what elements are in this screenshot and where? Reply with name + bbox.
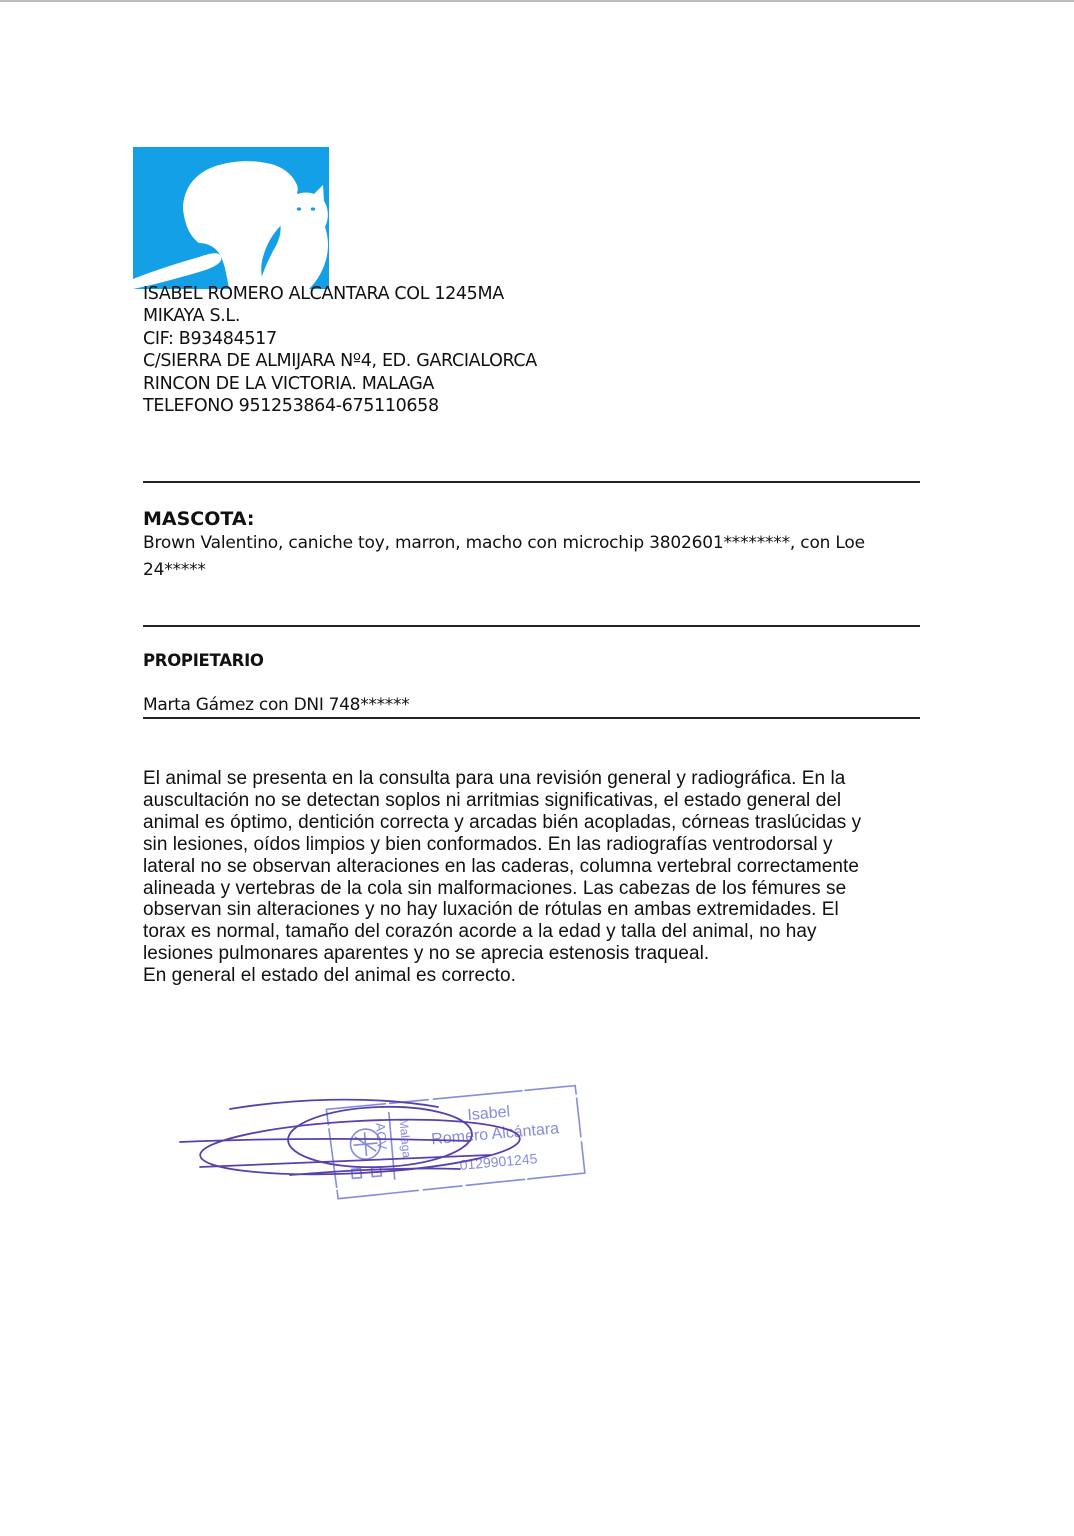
pet-heading: MASCOTA:: [143, 508, 255, 530]
owner-heading: PROPIETARIO: [143, 651, 264, 670]
stamp-name-line2: Romero Alcántara: [430, 1120, 560, 1149]
clinic-header: [143, 283, 923, 417]
stamp-name-line1: Isabel: [466, 1103, 511, 1125]
report-line: animal es óptimo, dentición correcta y arcadas bién acopladas, córneas traslúcidas y: [143, 811, 862, 833]
report-line: torax es normal, tamaño del corazón acorde a la edad y talla del animal, no hay: [143, 921, 817, 943]
report-line: lesiones pulmonares aparentes y no se aprecia estenosis traqueal.: [143, 943, 710, 965]
report-line: lateral no se observan alteraciones en las caderas, columna vertebral correctamente: [143, 855, 859, 877]
stamp-signature-icon: [170, 1055, 610, 1225]
signature-stamp: [170, 1055, 610, 1225]
divider-middle: [143, 625, 920, 627]
company-cif: CIF: B93484517: [143, 328, 277, 349]
clinic-city: RINCON DE LA VICTORIA. MALAGA: [143, 373, 435, 394]
report-line: El animal se presenta en la consulta para una revisión general y radiográfica. En la: [143, 768, 846, 789]
company-name: MIKAYA S.L.: [143, 306, 241, 327]
report-line: sin lesiones, oídos limpios y bien conformados. En las radiografías ventrodorsal y: [143, 833, 833, 855]
pet-description: Brown Valentino, caniche toy, marron, macho con microchip 3802601********, con Loe 24*****: [143, 533, 865, 580]
clinic-phone: TELEFONO 951253864-675110658: [143, 396, 439, 417]
stamp-vertical-text: ACV: [372, 1122, 391, 1151]
clinic-logo: [133, 147, 329, 289]
report-line: alineada y vertebras de la cola sin malformaciones. Las cabezas de los fémures se: [143, 877, 847, 899]
report-body: [143, 768, 933, 987]
divider-top: [143, 481, 920, 483]
dog-cat-logo-icon: [133, 147, 329, 289]
divider-owner: [143, 717, 920, 719]
report-line: observan sin alteraciones y no hay luxación de rótulas en ambas extremidades. El: [143, 899, 839, 921]
report-line: En general el estado del animal es correcto.: [143, 965, 516, 987]
page-top-border: [0, 0, 1074, 2]
owner-details: Marta Gámez con DNI 748******: [143, 695, 410, 715]
report-line: auscultación no se detectan soplos ni arritmias significativas, el estado general del: [143, 789, 842, 811]
veterinarian-name: ISABEL ROMERO ALCANTARA COL 1245MA: [143, 284, 504, 304]
stamp-vertical-text-2: Malaga: [396, 1118, 414, 1159]
stamp-number: 0129901245: [459, 1150, 538, 1173]
clinic-address: C/SIERRA DE ALMIJARA Nº4, ED. GARCIALORCA: [143, 351, 537, 372]
